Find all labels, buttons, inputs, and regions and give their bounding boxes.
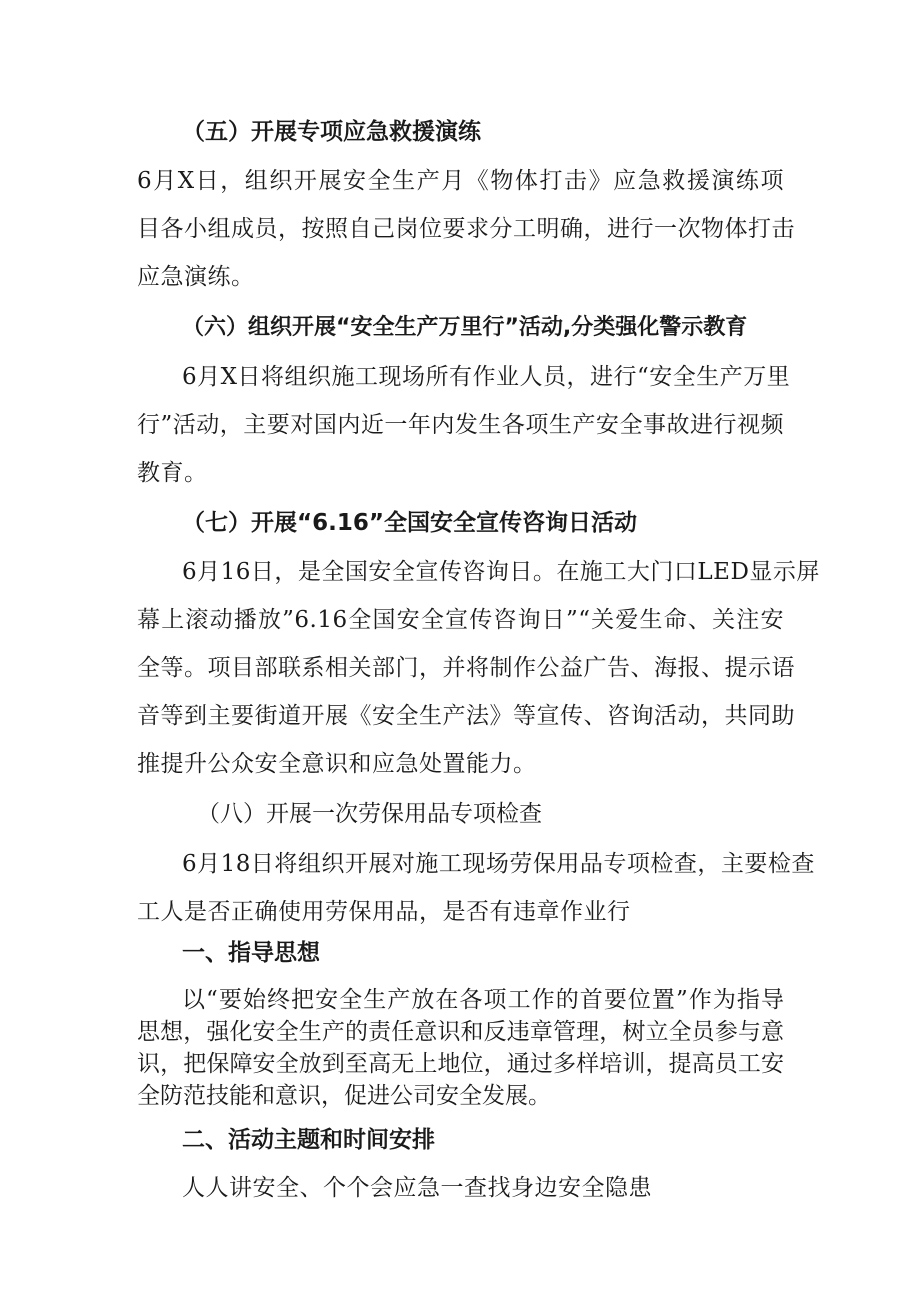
paragraph-line: 全等。项目部联系相关部门，并将制作公益广告、海报、提示语: [137, 655, 795, 681]
paragraph-line: 6月18日将组织开展对施工现场劳保用品专项检查，主要检查: [182, 851, 815, 877]
paragraph-line: 识，把保障安全放到至高无上地位，通过多样培训，提高员工安: [137, 1051, 784, 1077]
section-heading-6: （六）组织开展“安全生产万里行”活动,分类强化警示教育: [182, 315, 748, 340]
paragraph-line: 推提升公众安全意识和应急处置能力。: [137, 751, 537, 777]
paragraph-line: 应急演练。: [137, 264, 255, 290]
paragraph-line: 人人讲安全、个个会应急一查找身边安全隐患: [182, 1175, 652, 1201]
paragraph-line: 目各小组成员，按照自己岗位要求分工明确，进行一次物体打击: [137, 216, 795, 242]
section-heading-theme-schedule: 二、活动主题和时间安排: [182, 1127, 435, 1153]
paragraph-line: 幕上滚动播放”6.16全国安全宣传咨询日”“关爱生命、关注安: [137, 607, 784, 633]
paragraph-line: 教育。: [137, 460, 208, 486]
section-heading-guiding-ideology: 一、指导思想: [182, 940, 320, 966]
paragraph-line: 6月X日将组织施工现场所有作业人员，进行“安全生产万里: [182, 364, 791, 390]
paragraph-line: 行”活动，主要对国内近一年内发生各项生产安全事故进行视频: [137, 412, 784, 438]
section-heading-8: （八）开展一次劳保用品专项检查: [197, 801, 542, 827]
section-heading-5: （五）开展专项应急救援演练: [182, 119, 481, 145]
paragraph-line: 以“要始终把安全生产放在各项工作的首要位置”作为指导: [182, 987, 784, 1013]
paragraph-line: 思想，强化安全生产的责任意识和反违章管理，树立全员参与意: [137, 1019, 784, 1045]
paragraph-line: 6月X日，组织开展安全生产月《物体打击》应急救援演练项: [137, 168, 784, 194]
paragraph-line: 6月16日，是全国安全宣传咨询日。在施工大门口LED显示屏: [182, 559, 820, 585]
section-heading-7: （七）开展“6.16”全国安全宣传咨询日活动: [182, 510, 637, 536]
paragraph-line: 全防范技能和意识，促进公司安全发展。: [137, 1083, 551, 1109]
paragraph-line: 工人是否正确使用劳保用品，是否有违章作业行: [137, 899, 631, 925]
paragraph-line: 音等到主要街道开展《安全生产法》等宣传、咨询活动，共同助: [137, 703, 795, 729]
